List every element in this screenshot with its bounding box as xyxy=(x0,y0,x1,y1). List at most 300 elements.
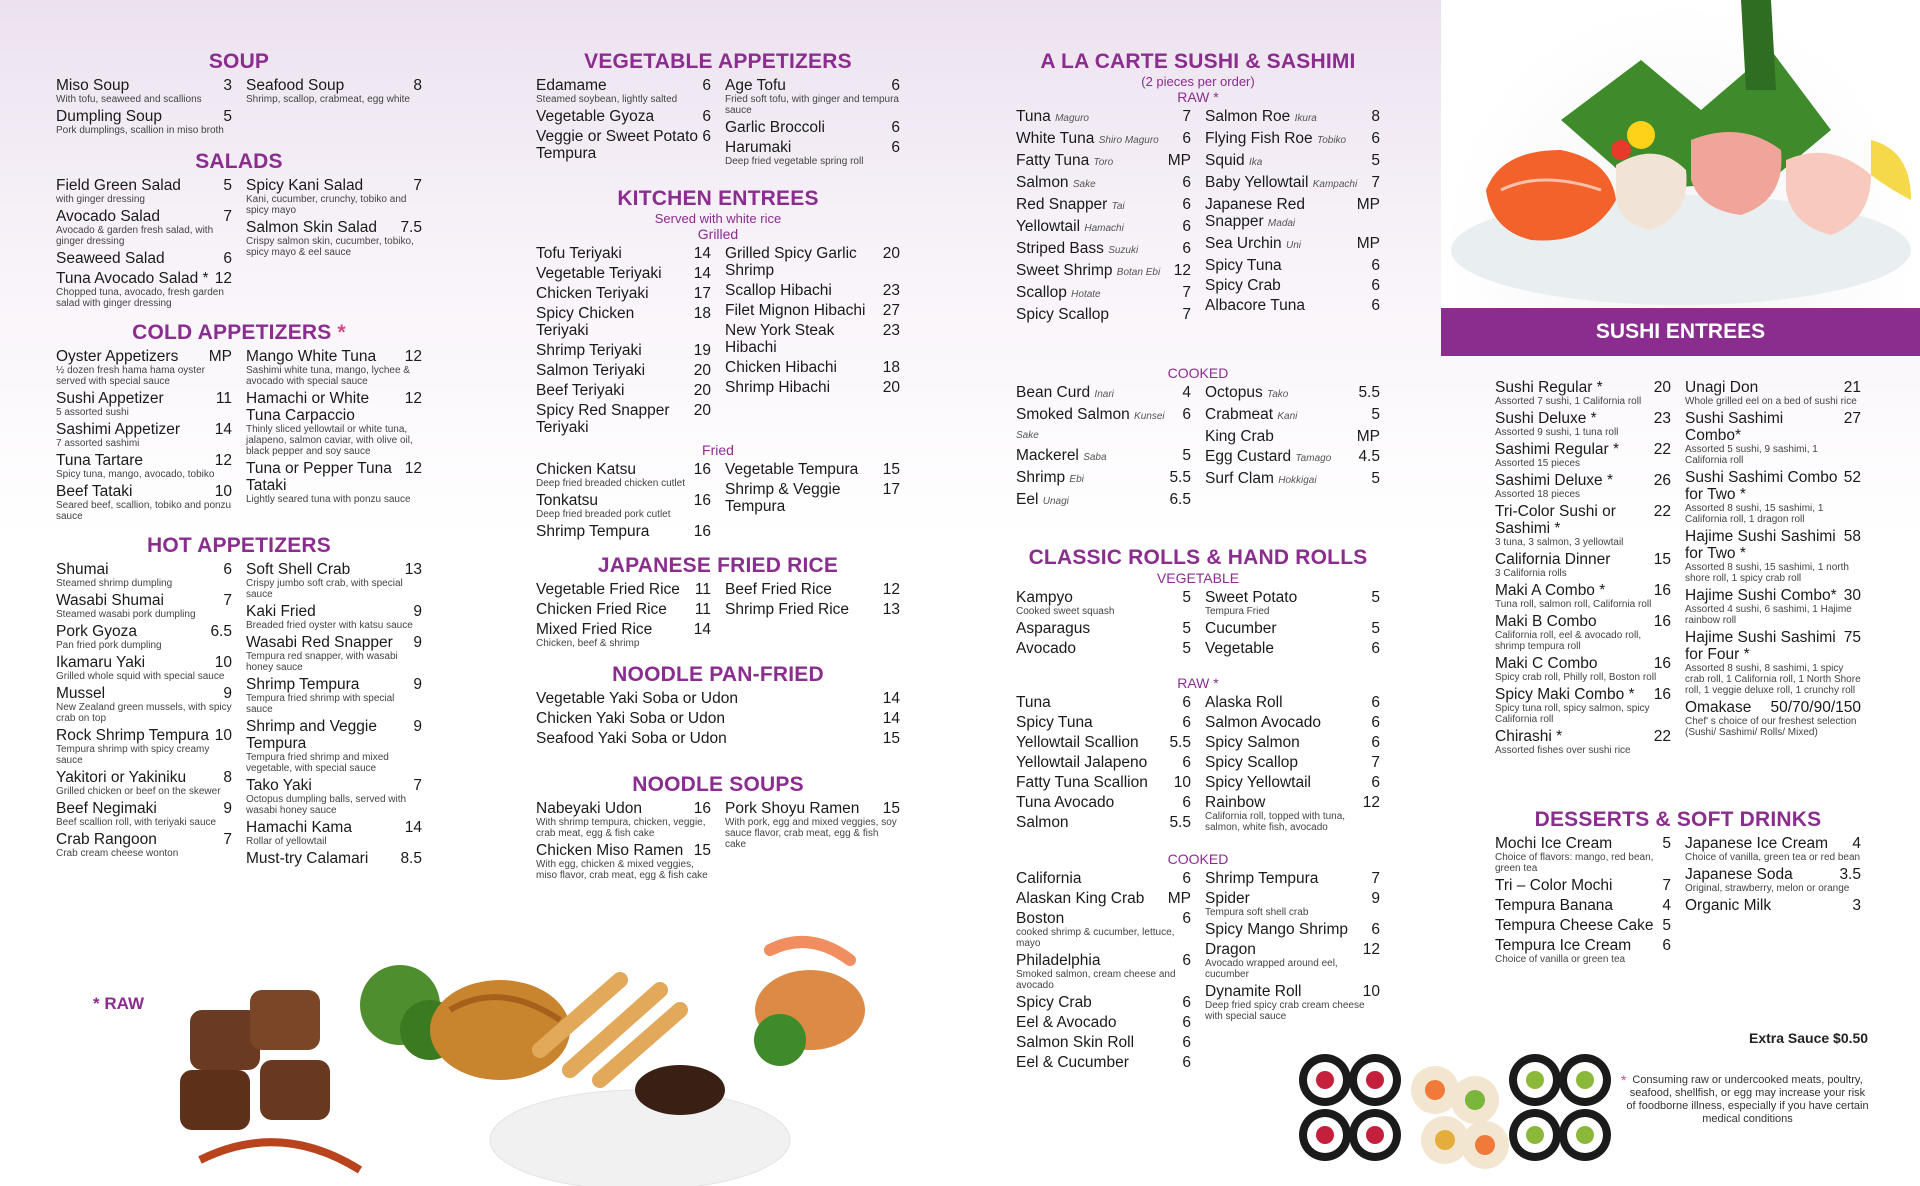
menu-item-maki-c-combo xyxy=(1495,655,1671,683)
menu-item-scallop-hibachi xyxy=(725,282,900,299)
menu-item-name: King Crab xyxy=(1205,428,1274,445)
menu-item-shrimp-tempura xyxy=(536,523,711,540)
menu-item-name: Alaska Roll xyxy=(1205,694,1283,711)
menu-item-organic-milk xyxy=(1685,897,1861,914)
menu-item-japanese-name: Saba xyxy=(1083,452,1107,463)
menu-item-price: 6 xyxy=(1182,794,1191,811)
menu-item-row xyxy=(1016,794,1191,811)
classic-veg-section xyxy=(1016,586,1380,657)
menu-item-name: Tri-Color Sushi or Sashimi * xyxy=(1495,503,1616,537)
menu-item-price: 7 xyxy=(1371,870,1380,887)
menu-item-name: Albacore Tuna xyxy=(1205,297,1305,314)
menu-item-japanese-name: Hotate xyxy=(1071,289,1101,300)
menu-item-description: Shrimp, scallop, crabmeat, egg white xyxy=(246,94,410,105)
menu-item-description: With pork, egg and mixed veggies, soy sauce flavor, crab meat, egg & fish cake xyxy=(725,817,897,850)
menu-item-flying-fish-roe xyxy=(1205,130,1380,149)
menu-item-chicken-yaki-soba-or-udon xyxy=(536,710,900,727)
menu-item-price: 6 xyxy=(1182,406,1191,423)
desserts-heading: DESSERTS & SOFT DRINKS xyxy=(1534,808,1822,831)
menu-item-price: 10 xyxy=(214,483,232,500)
fried-rice-section xyxy=(536,578,900,649)
menu-item-description: Tempura fried shrimp and mixed vegetable, with special sauce xyxy=(246,752,389,774)
menu-item-price: 6 xyxy=(223,561,232,578)
menu-item-field-green-salad xyxy=(56,177,232,205)
menu-item-row xyxy=(56,270,232,287)
menu-item-price: 7 xyxy=(1662,877,1671,894)
cold-appetizers-title: COLD APPETIZERS xyxy=(132,321,332,344)
menu-item-name: Vegetable Fried Rice xyxy=(536,581,680,598)
menu-item-row xyxy=(1685,897,1861,914)
menu-item-sashimi-deluxe xyxy=(1495,472,1671,500)
menu-item-description: California roll, topped with tuna, salmon, white fish, avocado xyxy=(1205,811,1346,833)
column-4 xyxy=(1495,376,1861,965)
menu-item-price: 27 xyxy=(882,302,900,319)
menu-item-name: Kaki Fried xyxy=(246,603,316,620)
menu-item-row xyxy=(1495,655,1671,672)
menu-item-name: Chicken Fried Rice xyxy=(536,601,667,618)
menu-item-row xyxy=(725,379,900,396)
menu-item-unagi-don xyxy=(1685,379,1861,407)
menu-item-row xyxy=(536,690,900,707)
menu-item-name: Organic Milk xyxy=(1685,897,1772,914)
menu-item-price: 23 xyxy=(1653,410,1671,427)
menu-item-hamachi-kama xyxy=(246,819,422,847)
menu-item-price: 12 xyxy=(404,460,422,477)
menu-item-price: 15 xyxy=(693,842,711,859)
menu-item-name: Salmon xyxy=(1016,814,1069,831)
menu-item-name: Spicy Red Snapper Teriyaki xyxy=(536,402,670,436)
menu-item-name: Tuna xyxy=(1016,108,1051,125)
menu-item-kampyo xyxy=(1016,589,1191,617)
menu-item-price: 3 xyxy=(1852,897,1861,914)
menu-item-description: Thinly sliced yellowtail or white tuna, jalapeno, salmon caviar, with olive oil, black pepper and soy sauce xyxy=(246,424,413,457)
menu-item-price: 20 xyxy=(693,402,711,419)
menu-item-name: Wasabi Red Snapper xyxy=(246,634,393,651)
menu-item-name: Spicy Mango Shrimp xyxy=(1205,921,1349,938)
menu-item-vegetable-tempura xyxy=(725,461,900,478)
menu-item-description: Seared beef, scallion, tobiko and ponzu sauce xyxy=(56,500,232,522)
menu-item-harumaki xyxy=(725,139,900,167)
menu-item-wasabi-red-snapper xyxy=(246,634,422,673)
menu-item-description: Assorted 8 sushi, 15 sashimi, 1 California roll, 1 dragon roll xyxy=(1685,503,1824,525)
menu-item-row xyxy=(1495,503,1671,537)
menu-item-name: Wasabi Shumai xyxy=(56,592,164,609)
menu-item-vegetable-gyoza xyxy=(536,108,711,125)
menu-item-row xyxy=(1205,620,1380,637)
menu-item-row xyxy=(1685,528,1861,562)
menu-item-name: Vegetable Yaki Soba or Udon xyxy=(536,690,738,707)
menu-item-name: Tuna xyxy=(1016,694,1051,711)
menu-item-price: 5 xyxy=(223,108,232,125)
menu-item-row xyxy=(1016,640,1191,657)
menu-item-price: 20 xyxy=(693,382,711,399)
menu-item-mochi-ice-cream xyxy=(1495,835,1671,874)
a-la-carte-raw-section xyxy=(1016,105,1380,323)
menu-item-name: Rock Shrimp Tempura xyxy=(56,727,210,744)
menu-item-tonkatsu xyxy=(536,492,711,520)
menu-item-name: Veggie or Sweet Potato Tempura xyxy=(536,128,699,162)
menu-item-veggie-or-sweet-potato-tempura xyxy=(536,128,711,162)
menu-item-price: 7 xyxy=(1182,306,1191,323)
menu-item-price: 6 xyxy=(1371,297,1380,314)
menu-item-description: Crispy salmon skin, cucumber, tobiko, spicy mayo & eel sauce xyxy=(246,236,414,258)
menu-item-name: Filet Mignon Hibachi xyxy=(725,302,866,319)
menu-item-price: 5 xyxy=(1182,640,1191,657)
menu-item-name: Spicy Scallop xyxy=(1205,754,1299,771)
menu-item-name: Spicy Crab xyxy=(1205,277,1281,294)
menu-item-description: Grilled chicken or beef on the skewer xyxy=(56,786,221,797)
menu-item-price: 16 xyxy=(693,461,711,478)
a-la-carte-cooked-section xyxy=(1016,381,1380,510)
vegetable-appetizers-section xyxy=(536,74,900,167)
menu-item-row xyxy=(1205,941,1380,958)
menu-item-shrimp-fried-rice xyxy=(725,601,900,618)
menu-item-name-group xyxy=(1205,152,1262,171)
menu-item-row xyxy=(56,108,232,125)
menu-item-name: Rainbow xyxy=(1205,794,1266,811)
menu-item-name-group xyxy=(1205,428,1274,445)
desserts-section xyxy=(1495,832,1861,965)
menu-item-name-group xyxy=(1205,257,1282,274)
menu-item-name: Yellowtail xyxy=(1016,218,1081,235)
menu-item-name: Eel & Cucumber xyxy=(1016,1054,1129,1071)
menu-item-salmon xyxy=(1016,814,1191,831)
menu-item-rock-shrimp-tempura xyxy=(56,727,232,766)
menu-item-row xyxy=(1016,589,1191,606)
menu-item-price: 6 xyxy=(1182,174,1191,191)
menu-item-price: 9 xyxy=(413,718,422,735)
menu-item-name: Sweet Shrimp xyxy=(1016,262,1113,279)
menu-item-price: 6.5 xyxy=(210,623,232,640)
menu-item-dynamite-roll xyxy=(1205,983,1380,1022)
menu-item-description: Tempura shrimp with spicy creamy sauce xyxy=(56,744,210,766)
menu-item-name: Eel xyxy=(1016,491,1039,508)
menu-item-name: Spicy Maki Combo * xyxy=(1495,686,1635,703)
menu-item-price: 6 xyxy=(1182,240,1191,257)
menu-item-name: Seafood Yaki Soba or Udon xyxy=(536,730,727,747)
menu-item-price: 14 xyxy=(214,421,232,438)
menu-item-description: Crispy jumbo soft crab, with special sauce xyxy=(246,578,403,600)
menu-item-name: Avocado xyxy=(1016,640,1077,657)
menu-item-name: Unagi Don xyxy=(1685,379,1759,396)
menu-item-japanese-soda xyxy=(1685,866,1861,894)
foodborne-disclaimer xyxy=(1621,1072,1870,1126)
menu-item-price: 10 xyxy=(1173,774,1191,791)
menu-item-name: Vegetable Tempura xyxy=(725,461,859,478)
menu-item-row xyxy=(56,452,232,469)
fried-label: Fried xyxy=(702,442,734,458)
menu-item-price: 30 xyxy=(1843,587,1861,604)
menu-item-tri-color-mochi xyxy=(1495,877,1671,894)
menu-item-name: Vegetable xyxy=(1205,640,1274,657)
menu-item-surf-clam xyxy=(1205,470,1380,489)
menu-item-japanese-name: Tai xyxy=(1111,201,1125,212)
menu-item-price: 9 xyxy=(1371,890,1380,907)
menu-item-soft-shell-crab xyxy=(246,561,422,600)
menu-item-row xyxy=(536,128,711,162)
menu-item-name: Garlic Broccoli xyxy=(725,119,825,136)
menu-item-mussel xyxy=(56,685,232,724)
menu-item-description: Kani, cucumber, crunchy, tobiko and spicy mayo xyxy=(246,194,407,216)
menu-item-description: Choice of vanilla, green tea or red bean xyxy=(1685,852,1861,863)
menu-item-name: Beef Teriyaki xyxy=(536,382,625,399)
menu-item-name-group xyxy=(1205,277,1281,294)
menu-item-price: 6 xyxy=(891,77,900,94)
menu-item-row xyxy=(1495,379,1671,396)
menu-item-wasabi-shumai xyxy=(56,592,232,620)
menu-item-price: 12 xyxy=(882,581,900,598)
kitchen-entrees-heading: KITCHEN ENTREES xyxy=(617,187,819,210)
menu-item-description: Fried soft tofu, with ginger and tempura sauce xyxy=(725,94,899,116)
menu-item-row xyxy=(1205,983,1380,1000)
menu-item-name: Spider xyxy=(1205,890,1250,907)
menu-item-row xyxy=(1685,835,1861,852)
menu-item-white-tuna xyxy=(1016,130,1191,149)
menu-item-row xyxy=(536,382,711,399)
menu-item-row xyxy=(725,461,900,478)
menu-item-egg-custard xyxy=(1205,448,1380,467)
menu-item-row xyxy=(1016,814,1191,831)
menu-item-description: Pan fried pork dumpling xyxy=(56,640,162,651)
menu-item-sushi-deluxe xyxy=(1495,410,1671,438)
menu-item-price: 6 xyxy=(702,108,711,125)
menu-item-name: Chicken Yaki Soba or Udon xyxy=(536,710,725,727)
a-la-carte-heading: A LA CARTE SUSHI & SASHIMI xyxy=(1040,50,1356,73)
menu-item-name: Sweet Potato xyxy=(1205,589,1298,606)
menu-item-name: Tempura Cheese Cake xyxy=(1495,917,1654,934)
classic-raw-section xyxy=(1016,691,1380,833)
menu-item-japanese-name: Toro xyxy=(1093,157,1114,168)
menu-item-row xyxy=(246,219,422,236)
menu-item-price: 6 xyxy=(1182,1014,1191,1031)
menu-item-row xyxy=(1016,774,1191,791)
grilled-section xyxy=(536,242,900,436)
menu-item-baby-yellowtail xyxy=(1205,174,1380,193)
menu-item-mango-white-tuna xyxy=(246,348,422,387)
menu-item-name-group xyxy=(1016,174,1096,193)
menu-item-price: 16 xyxy=(1653,613,1671,630)
menu-item-filet-mignon-hibachi xyxy=(725,302,900,319)
menu-item-description: ½ dozen fresh hama hama oyster served with special sauce xyxy=(56,365,205,387)
noodle-soups-heading: NOODLE SOUPS xyxy=(632,773,804,796)
menu-item-price: 6 xyxy=(1182,714,1191,731)
menu-item-name: Dragon xyxy=(1205,941,1256,958)
menu-item-name: Sashimi Deluxe * xyxy=(1495,472,1614,489)
menu-item-price: 13 xyxy=(882,601,900,618)
menu-item-row xyxy=(536,342,711,359)
menu-item-name: Cucumber xyxy=(1205,620,1277,637)
menu-item-name: Spicy Kani Salad xyxy=(246,177,364,194)
menu-item-name: Tempura Ice Cream xyxy=(1495,937,1632,954)
menu-item-japanese-name: Kunsei Sake xyxy=(1016,411,1165,441)
menu-item-red-snapper xyxy=(1016,196,1191,215)
menu-item-name: New York Steak Hibachi xyxy=(725,322,835,356)
menu-item-name: Striped Bass xyxy=(1016,240,1104,257)
menu-item-row xyxy=(1495,728,1671,745)
menu-item-row xyxy=(1016,1034,1191,1051)
menu-item-description: Breaded fried oyster with katsu sauce xyxy=(246,620,413,631)
menu-item-scallop xyxy=(1016,284,1191,303)
menu-item-description: Assorted 5 sushi, 9 sashimi, 1 California roll xyxy=(1685,444,1818,466)
menu-item-price: 19 xyxy=(693,342,711,359)
menu-item-price: 6 xyxy=(1182,694,1191,711)
menu-item-name: Tuna Avocado Salad * xyxy=(56,270,209,287)
menu-item-name: Mochi Ice Cream xyxy=(1495,835,1613,852)
cold-appetizers-section xyxy=(56,345,422,522)
menu-item-name: Smoked Salmon xyxy=(1016,406,1130,423)
menu-item-pork-gyoza xyxy=(56,623,232,651)
menu-item-row xyxy=(1495,917,1671,934)
menu-item-row xyxy=(246,348,422,365)
menu-item-name: Seaweed Salad xyxy=(56,250,165,267)
menu-item-name: Pork Shoyu Ramen xyxy=(725,800,860,817)
menu-item-salmon-avocado xyxy=(1205,714,1380,731)
menu-item-row xyxy=(536,362,711,379)
menu-item-row xyxy=(536,245,711,262)
menu-item-beef-fried-rice xyxy=(725,581,900,598)
food-photo-grilled-dishes xyxy=(160,920,1000,1186)
menu-item-spider xyxy=(1205,890,1380,918)
menu-item-row xyxy=(56,250,232,267)
fried-rice-heading: JAPANESE FRIED RICE xyxy=(597,554,839,577)
menu-item-name: Shrimp & Veggie Tempura xyxy=(725,481,841,515)
menu-item-description: Whole grilled eel on a bed of sushi rice xyxy=(1685,396,1857,407)
menu-item-price: 5 xyxy=(1182,447,1191,464)
menu-item-description: Assorted 9 sushi, 1 tuna roll xyxy=(1495,427,1619,438)
menu-item-description: Octopus dumpling balls, served with wasabi honey sauce xyxy=(246,794,407,816)
menu-item-price: 12 xyxy=(404,390,422,407)
menu-item-name: Spicy Scallop xyxy=(1016,306,1110,323)
menu-item-price: 5 xyxy=(223,177,232,194)
menu-item-name: Nabeyaki Udon xyxy=(536,800,642,817)
menu-item-price: 10 xyxy=(214,727,232,744)
menu-item-row xyxy=(536,800,711,817)
menu-item-yakitori-or-yakiniku xyxy=(56,769,232,797)
menu-item-tuna xyxy=(1016,694,1191,711)
menu-item-price: 6 xyxy=(891,139,900,156)
menu-item-price: 6 xyxy=(223,250,232,267)
menu-item-price: 17 xyxy=(693,285,711,302)
menu-item-price: 8 xyxy=(413,77,422,94)
menu-item-name-group xyxy=(1205,470,1317,489)
menu-item-price: MP xyxy=(1167,152,1191,169)
menu-item-name: Hamachi Kama xyxy=(246,819,352,836)
menu-item-name: Tofu Teriyaki xyxy=(536,245,622,262)
menu-item-description: 3 tuna, 3 salmon, 3 yellowtail xyxy=(1495,537,1624,548)
menu-item-description: Chef' s choice of our freshest selection (Sushi/ Sashimi/ Rolls/ Mixed) xyxy=(1685,716,1857,738)
menu-item-name: Hamachi or White Tuna Carpaccio xyxy=(246,390,370,424)
menu-item-name: California xyxy=(1016,870,1082,887)
menu-item-spicy-mango-shrimp xyxy=(1205,921,1380,938)
menu-item-price: MP xyxy=(1356,235,1380,252)
menu-item-fatty-tuna-scallion xyxy=(1016,774,1191,791)
menu-item-oyster-appetizers xyxy=(56,348,232,387)
menu-item-chicken-fried-rice xyxy=(536,601,711,618)
menu-item-price: 9 xyxy=(223,685,232,702)
menu-item-sushi-sashimi-combo xyxy=(1685,410,1861,466)
menu-item-name-group xyxy=(1205,297,1305,314)
menu-item-description: 7 assorted sashimi xyxy=(56,438,140,449)
salads-section xyxy=(56,174,422,309)
menu-item-price: 52 xyxy=(1843,469,1861,486)
menu-item-description: Sashimi white tuna, mango, lychee & avocado with special sauce xyxy=(246,365,410,387)
menu-item-name: Hajime Sushi Combo* xyxy=(1685,587,1837,604)
menu-item-price: 12 xyxy=(214,270,232,287)
menu-item-price: 75 xyxy=(1843,629,1861,646)
menu-item-spicy-maki-combo xyxy=(1495,686,1671,725)
sashimi-platter-illustration xyxy=(1441,0,1920,308)
menu-item-chicken-miso-ramen xyxy=(536,842,711,881)
menu-item-vegetable-teriyaki xyxy=(536,265,711,282)
menu-item-maki-a-combo xyxy=(1495,582,1671,610)
menu-item-description: Crab cream cheese wonton xyxy=(56,848,179,859)
menu-item-name: Asparagus xyxy=(1016,620,1091,637)
menu-item-name-group xyxy=(1205,174,1357,193)
menu-item-name-group xyxy=(1016,469,1084,488)
menu-item-price: 5 xyxy=(1371,152,1380,169)
menu-item-description: Cooked sweet squash xyxy=(1016,606,1115,617)
menu-item-name-group xyxy=(1016,108,1089,127)
menu-item-row xyxy=(246,177,422,194)
menu-item-name: Shrimp Hibachi xyxy=(725,379,831,396)
menu-item-price: 16 xyxy=(693,492,711,509)
menu-item-name: Salmon Skin Roll xyxy=(1016,1034,1135,1051)
menu-item-description: cooked shrimp & cucumber, lettuce, mayo xyxy=(1016,927,1175,949)
menu-item-price: 3.5 xyxy=(1839,866,1861,883)
menu-item-name: Salmon Teriyaki xyxy=(536,362,646,379)
menu-item-row xyxy=(1205,774,1380,791)
menu-item-row xyxy=(246,603,422,620)
menu-item-philadelphia xyxy=(1016,952,1191,991)
menu-item-price: 13 xyxy=(404,561,422,578)
menu-item-japanese-ice-cream xyxy=(1685,835,1861,863)
menu-item-price: 12 xyxy=(214,452,232,469)
menu-item-description: Chopped tuna, avocado, fresh garden salad with ginger dressing xyxy=(56,287,224,309)
menu-item-name: Yellowtail Jalapeno xyxy=(1016,754,1148,771)
menu-item-nabeyaki-udon xyxy=(536,800,711,839)
vegetable-appetizers-heading: VEGETABLE APPETIZERS xyxy=(584,50,852,73)
menu-item-row xyxy=(1016,910,1191,927)
disclaimer-star: * xyxy=(1621,1072,1627,1088)
salads-heading: SALADS xyxy=(195,150,283,173)
menu-item-row xyxy=(1205,754,1380,771)
menu-item-row xyxy=(1016,994,1191,1011)
hot-appetizers-heading: HOT APPETIZERS xyxy=(146,534,332,557)
menu-item-sashimi-regular xyxy=(1495,441,1671,469)
menu-item-squid xyxy=(1205,152,1380,171)
menu-item-name: Dynamite Roll xyxy=(1205,983,1302,1000)
menu-item-row xyxy=(1685,469,1861,503)
menu-item-price: 6 xyxy=(1371,774,1380,791)
menu-item-name: Dumpling Soup xyxy=(56,108,162,125)
menu-item-salmon xyxy=(1016,174,1191,193)
menu-item-albacore-tuna xyxy=(1205,297,1380,314)
menu-item-name: Egg Custard xyxy=(1205,448,1292,465)
menu-item-row xyxy=(56,800,232,817)
menu-item-name: Shrimp Teriyaki xyxy=(536,342,642,359)
menu-item-yellowtail-jalapeno xyxy=(1016,754,1191,771)
menu-item-row xyxy=(1205,734,1380,751)
raw-star: * xyxy=(337,321,346,344)
menu-item-name-group xyxy=(1016,284,1101,303)
menu-item-name: Mackerel xyxy=(1016,447,1079,464)
menu-item-description: Tuna roll, salmon roll, California roll xyxy=(1495,599,1652,610)
menu-item-name: Japanese Soda xyxy=(1685,866,1793,883)
menu-item-description: Choice of vanilla or green tea xyxy=(1495,954,1626,965)
menu-item-name: Philadelphia xyxy=(1016,952,1101,969)
menu-item-price: 6 xyxy=(1371,921,1380,938)
column-1 xyxy=(56,50,422,867)
